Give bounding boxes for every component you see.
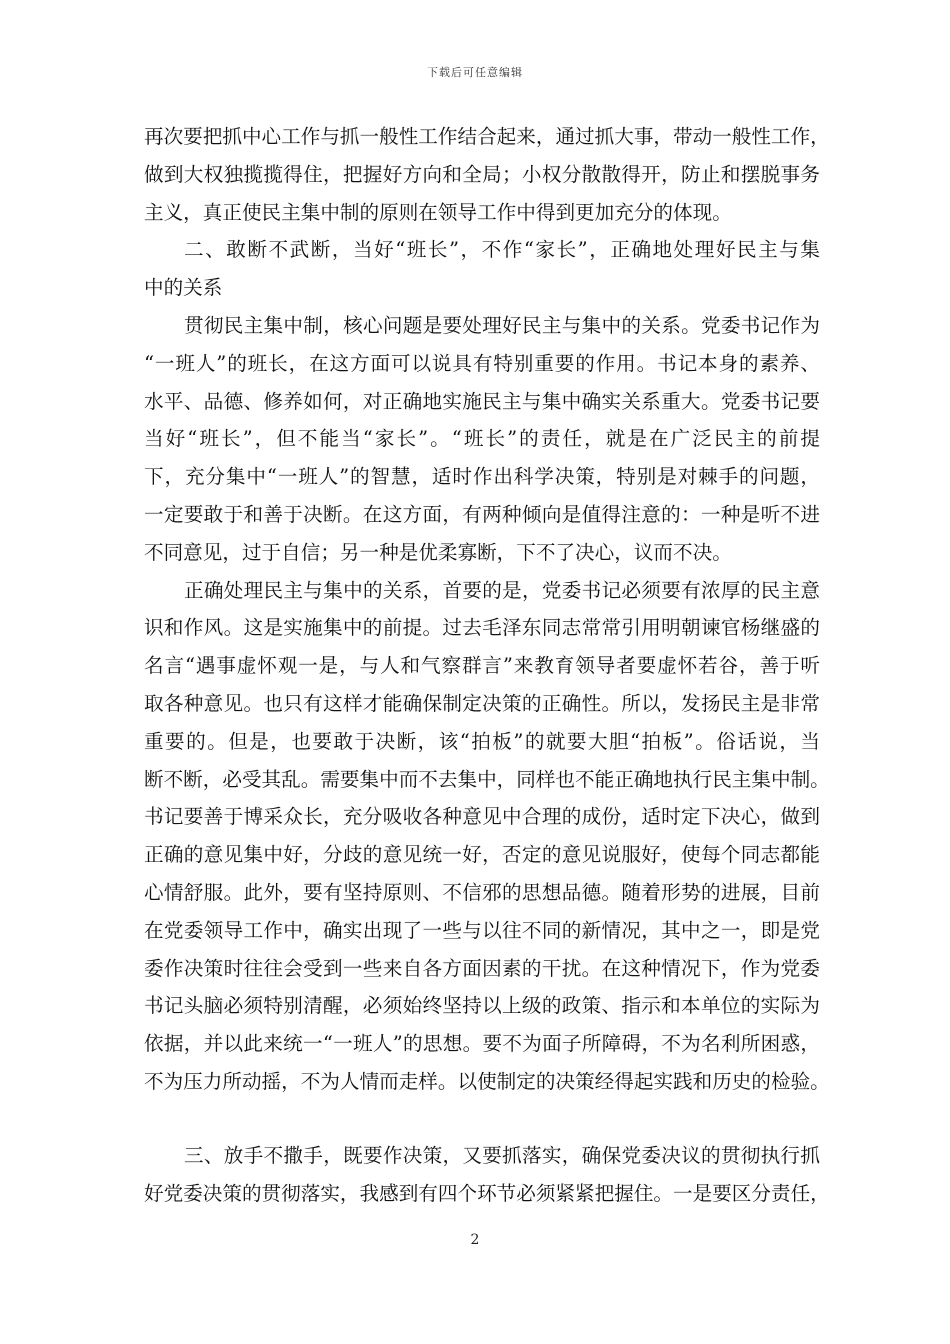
text-line: 主义，真正使民主集中制的原则在领导工作中得到更加充分的体现。 [144, 200, 732, 224]
text-line: 一定要敢于和善于决断。在这方面，有两种倾向是值得注意的：一种是听不进 [144, 502, 820, 526]
text-line: 取各种意见。也只有这样才能确保制定决策的正确性。所以，发扬民主是非常 [144, 691, 820, 715]
text-line: 贯彻民主集中制，核心问题是要处理好民主与集中的关系。党委书记作为 [184, 313, 820, 337]
text-line: 识和作风。这是实施集中的前提。过去毛泽东同志常常引用明朝谏官杨继盛的 [144, 616, 820, 640]
text-line: 名言“遇事虚怀观一是，与人和气察群言”来教育领导者要虚怀若谷，善于听 [144, 654, 820, 678]
page-number: 2 [470, 1232, 480, 1248]
paragraph-p5 [144, 1137, 830, 1213]
text-line: 重要的。但是，也要敢于决断，该“拍板”的就要大胆“拍板”。俗话说，当 [144, 729, 820, 753]
text-line: 不为压力所动摇，不为人情而走样。以使制定的决策经得起实践和历史的检验。 [144, 1069, 830, 1093]
text-line: 好党委决策的贯彻落实，我感到有四个环节必须紧紧把握住。一是要区分责任， [144, 1181, 830, 1205]
text-line: 不同意见，过于自信；另一种是优柔寡断，下不了决心，议而不决。 [144, 540, 732, 564]
text-line: 在党委领导工作中，确实出现了一些与以往不同的新情况，其中之一，即是党 [144, 918, 820, 942]
text-line: 正确处理民主与集中的关系，首要的是，党委书记必须要有浓厚的民主意 [184, 578, 820, 602]
text-line: 书记要善于博采众长，充分吸收各种意见中合理的成份，适时定下决心，做到 [144, 805, 820, 829]
document-body [144, 118, 830, 1212]
text-line: 再次要把抓中心工作与抓一般性工作结合起来，通过抓大事，带动一般性工作， [144, 125, 830, 148]
text-line: 当好“班长”，但不能当“家长”。“班长”的责任，就是在广泛民主的前提 [144, 427, 820, 451]
paragraph-p4 [144, 572, 830, 1101]
paragraph-gap [144, 1101, 820, 1137]
text-line: 委作决策时往往会受到一些来自各方面因素的干扰。在这种情况下，作为党委 [144, 956, 820, 980]
text-line: 心情舒服。此外，要有坚持原则、不信邪的思想品德。随着形势的进展，目前 [144, 880, 820, 904]
paragraph-p3 [144, 307, 820, 572]
page-header: 下载后可任意编辑 [427, 66, 523, 79]
paragraph-p1 [144, 118, 830, 231]
text-line: 下，充分集中“一班人”的智慧，适时作出科学决策，特别是对棘手的问题， [144, 465, 820, 489]
text-line: 水平、品德、修养如何，对正确地实施民主与集中确实关系重大。党委书记要 [144, 389, 820, 413]
text-line: “一班人”的班长，在这方面可以说具有特别重要的作用。书记本身的素养、 [144, 351, 820, 375]
text-line: 二、敢断不武断，当好“班长”，不作“家长”，正确地处理好民主与集 [184, 238, 820, 262]
text-line: 中的关系 [144, 276, 223, 300]
text-line: 书记头脑必须特别清醒，必须始终坚持以上级的政策、指示和本单位的实际为 [144, 994, 820, 1018]
text-line: 做到大权独揽揽得住，把握好方向和全局；小权分散散得开，防止和摆脱事务 [144, 162, 820, 186]
text-line: 依据，并以此来统一“一班人”的思想。要不为面子所障碍，不为名利所困惑， [144, 1032, 820, 1056]
text-line: 三、放手不撒手，既要作决策，又要抓落实，确保党委决议的贯彻执行抓 [184, 1143, 820, 1167]
text-line: 断不断，必受其乱。需要集中而不去集中，同样也不能正确地执行民主集中制。 [144, 767, 830, 791]
paragraph-p2 [144, 231, 820, 307]
text-line: 正确的意见集中好，分歧的意见统一好，否定的意见说服好，使每个同志都能 [144, 843, 820, 867]
